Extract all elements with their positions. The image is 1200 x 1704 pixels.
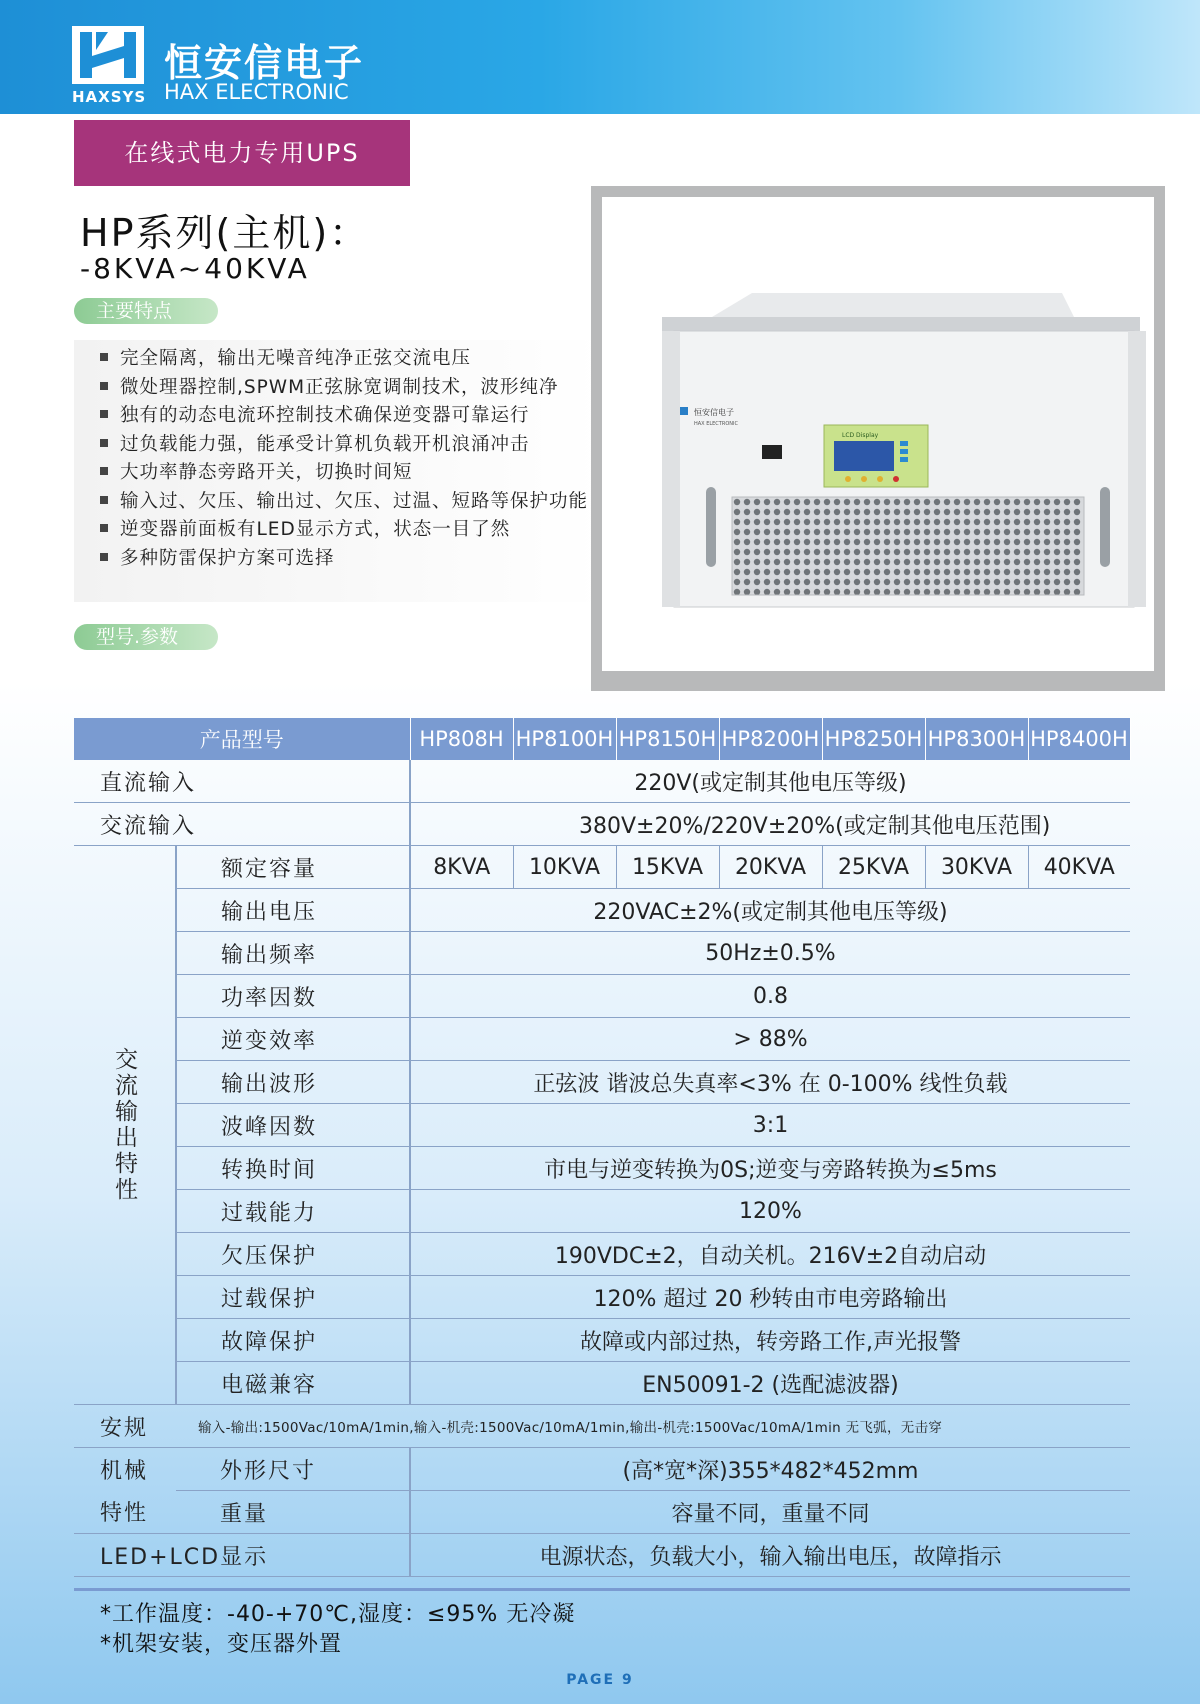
bullet-square-icon <box>100 553 108 561</box>
list-item: 独有的动态电流环控制技术确保逆变器可靠运行 <box>100 402 588 431</box>
category-title: 在线式电力专用UPS <box>74 120 410 186</box>
model-cell: HP8100H <box>513 718 616 760</box>
list-item: 大功率静态旁路开关，切换时间短 <box>100 459 588 488</box>
fault-protection-label: 故障保护 <box>176 1319 410 1362</box>
note-line: *工作温度：-40-+70℃,湿度：≤95% 无冷凝 <box>100 1602 576 1627</box>
model-cell: HP8300H <box>925 718 1028 760</box>
table-row <box>74 1104 1130 1147</box>
notes <box>100 1600 575 1660</box>
model-cell: HP8200H <box>719 718 822 760</box>
weight-label: 重量 <box>176 1491 410 1534</box>
crest-factor-value: 3:1 <box>410 1104 1130 1147</box>
bullet-square-icon <box>100 467 108 475</box>
inverter-efficiency-value: > 88% <box>410 1018 1130 1061</box>
table-row <box>74 846 1130 889</box>
overload-capacity-value: 120% <box>410 1190 1130 1233</box>
table-row <box>74 1534 1130 1577</box>
output-voltage-label: 输出电压 <box>176 889 410 932</box>
note-line: *机架安装，变压器外置 <box>100 1632 343 1657</box>
crest-factor-label: 波峰因数 <box>176 1104 410 1147</box>
inverter-efficiency-label: 逆变效率 <box>176 1018 410 1061</box>
dc-input-label: 直流输入 <box>74 760 410 803</box>
series-range: -8KVA~40KVA <box>80 252 310 285</box>
logo-text: HAXSYS <box>72 88 147 106</box>
feature-list <box>100 345 588 573</box>
header-band <box>0 0 1200 114</box>
ac-input-value: 380V±20%/220V±20%(或定制其他电压范围) <box>410 803 1130 846</box>
table-row <box>74 1319 1130 1362</box>
power-factor-value: 0.8 <box>410 975 1130 1018</box>
size-label: 外形尺寸 <box>176 1448 410 1491</box>
model-cell: HP8250H <box>822 718 925 760</box>
bullet-square-icon <box>100 496 108 504</box>
capacity-cell: 30KVA <box>925 846 1028 889</box>
table-row <box>74 1233 1130 1276</box>
table-row <box>74 1018 1130 1061</box>
table-row <box>74 1491 1130 1534</box>
table-row <box>74 1061 1130 1104</box>
list-item: 输入过、欠压、输出过、欠压、过温、短路等保护功能 <box>100 488 588 517</box>
table-row <box>74 1276 1130 1319</box>
list-item: 完全隔离，输出无噪音纯净正弦交流电压 <box>100 345 588 374</box>
table-row <box>74 889 1130 932</box>
table-row <box>74 1190 1130 1233</box>
panel-brand-en-text: HAX ELECTRONIC <box>694 421 738 427</box>
model-cell: HP8150H <box>616 718 719 760</box>
table-row <box>74 1448 1130 1491</box>
haxsys-logo-icon <box>72 26 144 84</box>
capacity-cell: 10KVA <box>513 846 616 889</box>
capacity-cell: 40KVA <box>1028 846 1130 889</box>
table-row <box>74 1147 1130 1190</box>
capacity-cell: 15KVA <box>616 846 719 889</box>
table-row <box>74 760 1130 803</box>
display-value: 电源状态，负载大小，输入输出电压，故障指示 <box>410 1534 1130 1577</box>
output-waveform-label: 输出波形 <box>176 1061 410 1104</box>
mechanical-label-line2: 特性 <box>74 1491 176 1534</box>
transfer-time-label: 转换时间 <box>176 1147 410 1190</box>
output-voltage-value: 220VAC±2%(或定制其他电压等级) <box>410 889 1130 932</box>
product-photo <box>602 197 1154 671</box>
spec-table <box>74 718 1131 1577</box>
bullet-square-icon <box>100 382 108 390</box>
bullet-square-icon <box>100 524 108 532</box>
capacity-cell: 25KVA <box>822 846 925 889</box>
bullet-square-icon <box>100 439 108 447</box>
capacity-cell: 20KVA <box>719 846 822 889</box>
overload-capacity-label: 过载能力 <box>176 1190 410 1233</box>
power-factor-label: 功率因数 <box>176 975 410 1018</box>
ac-output-group-label: 交流输出特性 <box>74 846 176 1405</box>
weight-value: 容量不同，重量不同 <box>410 1491 1130 1534</box>
lcd-label-text: LCD Display <box>842 432 879 439</box>
table-row <box>74 803 1130 846</box>
ac-input-label: 交流输入 <box>74 803 410 846</box>
output-frequency-value: 50Hz±0.5% <box>410 932 1130 975</box>
features-section-label: 主要特点 <box>74 298 218 324</box>
overload-protection-label: 过载保护 <box>176 1276 410 1319</box>
safety-value: 输入-输出:1500Vac/10mA/1min,输入-机壳:1500Vac/10mA/1min,输出-机壳:1500Vac/10mA/1min 无飞弧，无击穿 <box>176 1405 1130 1448</box>
display-label: LED+LCD显示 <box>74 1534 410 1577</box>
page-number: PAGE 9 <box>566 1672 634 1688</box>
emc-value: EN50091-2 (选配滤波器) <box>410 1362 1130 1405</box>
output-frequency-label: 输出频率 <box>176 932 410 975</box>
table-bottom-rule <box>74 1588 1130 1591</box>
table-row <box>74 1405 1130 1448</box>
mechanical-label-line1: 机械 <box>100 1458 149 1484</box>
safety-label: 安规 <box>74 1405 176 1448</box>
list-item: 逆变器前面板有LED显示方式，状态一目了然 <box>100 516 588 545</box>
list-item: 多种防雷保护方案可选择 <box>100 545 588 574</box>
table-row <box>74 975 1130 1018</box>
list-item: 过负载能力强，能承受计算机负载开机浪涌冲击 <box>100 431 588 460</box>
series-title: HP系列(主机)： <box>80 211 370 255</box>
table-header-row <box>74 718 1130 760</box>
bullet-square-icon <box>100 353 108 361</box>
size-value: (高*宽*深)355*482*452mm <box>410 1448 1130 1491</box>
panel-brand-text: 恒安信电子 <box>694 408 734 417</box>
model-header-label: 产品型号 <box>74 718 410 760</box>
output-waveform-value: 正弦波 谐波总失真率<3% 在 0-100% 线性负载 <box>410 1061 1130 1104</box>
bullet-square-icon <box>100 410 108 418</box>
rated-capacity-label: 额定容量 <box>176 846 410 889</box>
table-row <box>74 1362 1130 1405</box>
undervoltage-protection-value: 190VDC±2，自动关机。216V±2自动启动 <box>410 1233 1130 1276</box>
emc-label: 电磁兼容 <box>176 1362 410 1405</box>
capacity-cell: 8KVA <box>410 846 513 889</box>
transfer-time-value: 市电与逆变转换为0S;逆变与旁路转换为≤5ms <box>410 1147 1130 1190</box>
overload-protection-value: 120% 超过 20 秒转由市电旁路输出 <box>410 1276 1130 1319</box>
fault-protection-value: 故障或内部过热，转旁路工作,声光报警 <box>410 1319 1130 1362</box>
brand-name-cn: 恒安信电子 <box>164 41 365 85</box>
model-cell: HP8400H <box>1028 718 1130 760</box>
ups-cabinet-image <box>602 197 1154 671</box>
list-item: 微处理器控制,SPWM正弦脉宽调制技术，波形纯净 <box>100 374 588 403</box>
brand-name-en: HAX ELECTRONIC <box>164 80 349 104</box>
table-row <box>74 932 1130 975</box>
dc-input-value: 220V(或定制其他电压等级) <box>410 760 1130 803</box>
models-section-label: 型号.参数 <box>74 624 218 650</box>
undervoltage-protection-label: 欠压保护 <box>176 1233 410 1276</box>
model-cell: HP808H <box>410 718 513 760</box>
